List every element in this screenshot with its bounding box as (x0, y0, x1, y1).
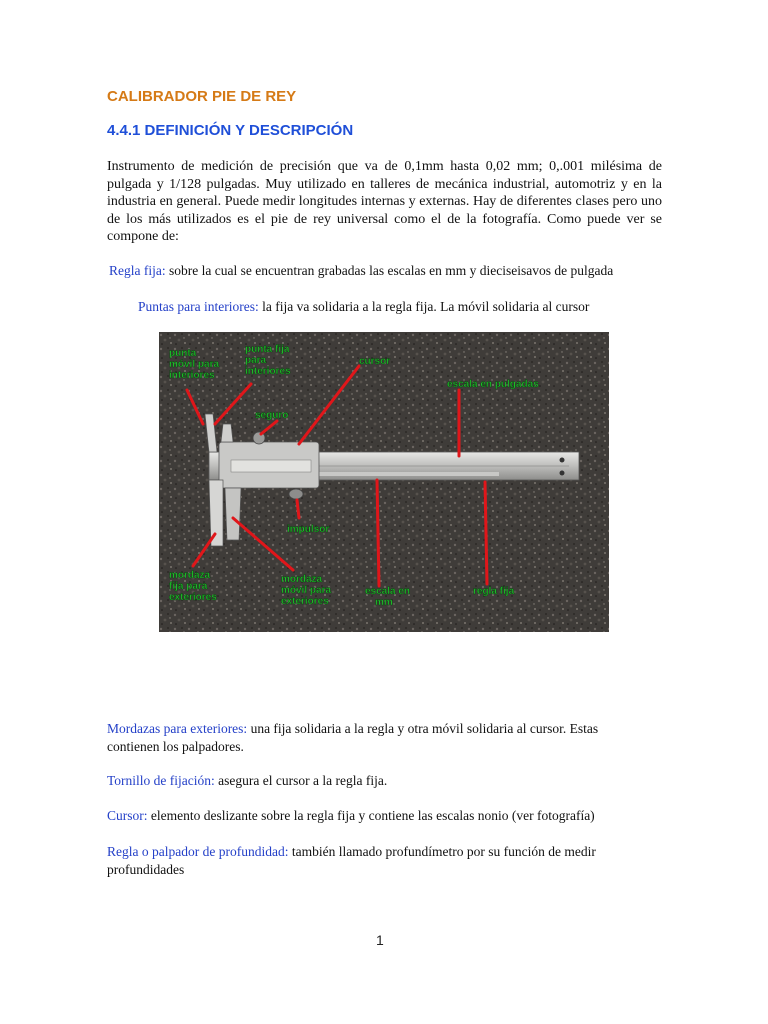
label-mordaza-fija: mordaza fija para exteriores (169, 570, 217, 603)
label-seguro: seguro (255, 410, 289, 421)
arrow-escala-mm (377, 480, 379, 586)
vernier-window (231, 460, 311, 472)
label-escala-pulgadas: escala en pulgadas (447, 379, 539, 390)
lower-jaw-movable (225, 488, 241, 540)
arrow-impulsor (297, 500, 299, 518)
desc-regla-fija: sobre la cual se encuentran grabadas las escalas en mm y dieciseisavos de pulgada (168, 263, 614, 278)
desc-mordazas-exteriores: una fija solidaria a la regla y otra móvil solidaria al cursor. Estas contienen los palpadores. (107, 721, 599, 754)
desc-regla-profundidad: también llamado profundímetro por su función de medir profundidades (107, 844, 596, 877)
definition-mordazas-exteriores (107, 720, 652, 755)
desc-cursor: elemento deslizante sobre la regla fija y contiene las escalas nonio (ver fotografía) (150, 808, 595, 823)
term-regla-profundidad: Regla o palpador de profundidad: (107, 844, 289, 859)
desc-puntas-interiores: la fija va solidaria a la regla fija. La móvil solidaria al cursor (262, 299, 590, 314)
intro-paragraph: Instrumento de medición de precisión que va de 0,1mm hasta 0,02 mm; 0,.001 milésima de pulgada y 1/128 pulgadas. Muy utilizado en talleres de mecánica industrial, automotriz y en la industria en general. Puede medir longitudes internas y externas. Hay de diferentes clases pero uno de los más utilizados es el pie de rey universal como el de la fotografía. Como puede ver se compone de: (107, 159, 662, 244)
definition-regla-fija (109, 262, 669, 280)
label-punta-fija: punta fija para interiores (245, 344, 291, 377)
definition-regla-profundidad (107, 843, 652, 878)
document-title: CALIBRADOR PIE DE REY (107, 88, 297, 105)
term-regla-fija: Regla fija: (109, 263, 166, 278)
term-puntas-interiores: Puntas para interiores: (138, 299, 259, 314)
label-escala-mm: escala en mm (365, 586, 411, 608)
term-cursor: Cursor: (107, 808, 148, 823)
label-punta-movil: punta móvil para interiores (169, 348, 220, 381)
term-tornillo-fijacion: Tornillo de fijación: (107, 773, 215, 788)
term-mordazas-exteriores: Mordazas para exteriores: (107, 721, 248, 736)
label-impulsor: impulsor (287, 524, 330, 535)
thumb-wheel (289, 489, 303, 499)
upper-jaw-movable (221, 424, 233, 442)
page-number: 1 (376, 932, 384, 948)
definition-cursor (107, 807, 595, 825)
lower-jaw-fixed (209, 480, 223, 546)
caliper-photo (159, 332, 609, 632)
desc-tornillo-fijacion: asegura el cursor a la regla fija. (218, 773, 388, 788)
section-heading: 4.4.1 DEFINICIÓN Y DESCRIPCIÓN (107, 122, 354, 139)
label-regla-fija: regla fija (473, 586, 515, 597)
definition-puntas-interiores (138, 298, 589, 316)
arrow-regla-fija (485, 482, 487, 584)
label-cursor: cursor (359, 356, 391, 367)
label-mordaza-movil: mordaza móvil para exteriores (281, 574, 332, 607)
definition-tornillo-fijacion (107, 772, 387, 790)
depth-rod (309, 472, 499, 476)
